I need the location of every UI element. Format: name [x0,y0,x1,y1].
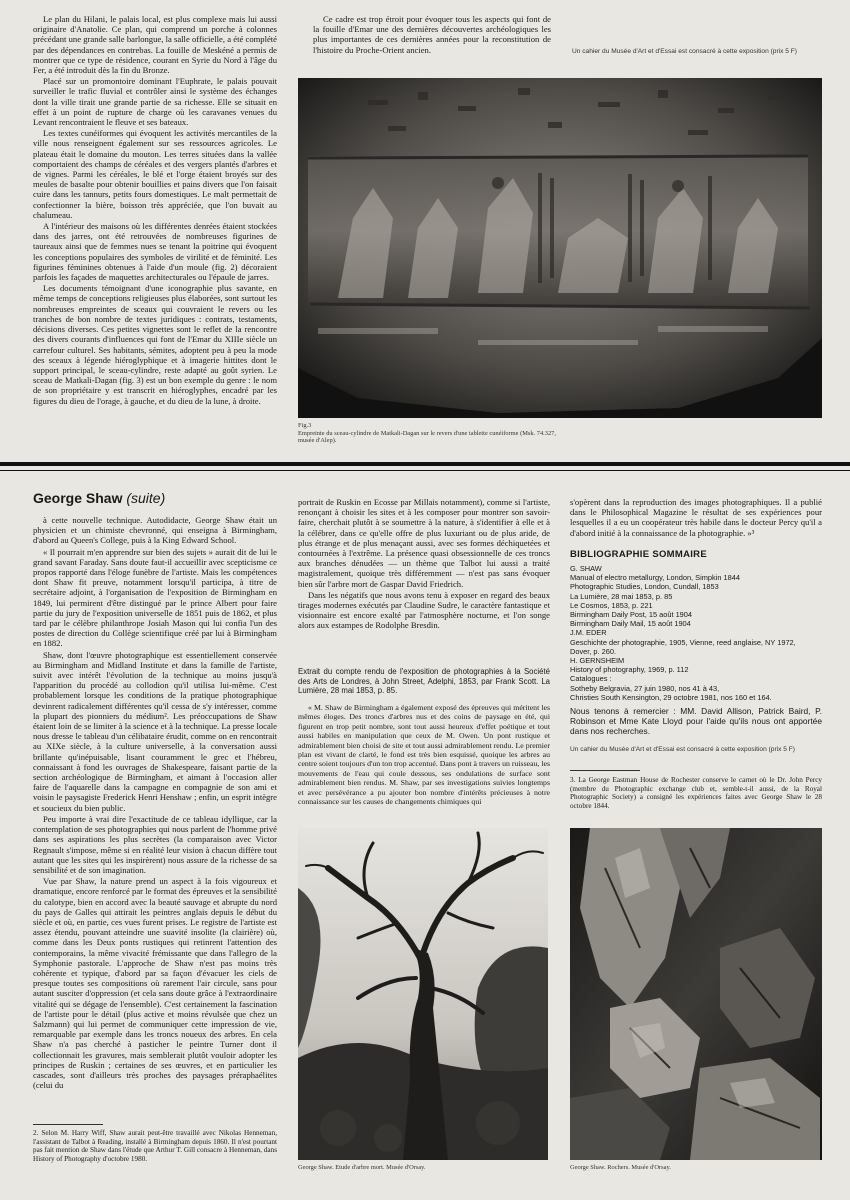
rocks-photo [570,828,822,1160]
bib-entry: Birmingham Daily Mail, 15 août 1904 [570,619,691,629]
top-article-column-1 [33,14,277,446]
bib-entry: J.M. EDER [570,628,607,638]
acknowledgements: Nous tenons à remercier : MM. David Allison, Patrick Baird, P. Robinson et Mme Kate Lloyd pour l'aide qu'ils nous ont apportée dans nos recherches. [570,706,822,736]
footnote-2 [33,1129,277,1174]
bib-entry: Sotheby Belgravia, 27 juin 1980, nos 41 à 43, [570,683,720,693]
article-heading [33,490,293,506]
bib-entry: La Lumière, 28 mai 1853, p. 85 [570,591,673,601]
dead-tree-image [298,828,548,1160]
footnote-rule [570,770,640,771]
bib-entry: Christies South Kensington, 29 octobre 1981, nos 160 et 164. [570,692,772,702]
photo1-caption: George Shaw. Etude d'arbre mort. Musée d'Orsay. [298,1164,426,1171]
bib-entry: Catalogues : [570,674,612,684]
paragraph: Placé sur un promontoire dominant l'Euphrate, le palais pouvait surveiller le trafic fluvial et contrôler ainsi le système des échanges dont la ville tirait une grande partie de sa richesse. Elle se situait en effet à un point de rupture de charge où les caravanes venues du Levant rencontraient le fleuve et ses bateaux. [33,76,277,128]
paragraph: Vue par Shaw, la nature prend un aspect à la fois vigoureux et dramatique, encore renforcé par le format des épreuves et la sensibilité du calotype, bien en accord avec la beauté sauvage et abrupte du nord du pays de Galles qui attirait les peintres anglais depuis le début du siècle et où, en partie, ces vues furent prises. Le registre de l'artiste est assez étendu, pouvant atteindre une suavité insolite (la clairière) où, comme dans les Deux ponts rustiques qui retinrent l'attention des contemporains, la même vivacité frémissante que dans l'allegro de la Symphonie pastorale. L'approche de Shaw n'est pas moins très cohérente et typique, d'abord par sa façon d'évacuer les ciels de presque toutes ses compositions où rarement l'air circule, sans pour autant susciter d'oppression (et cela sans doute grâce à l'extraordinaire vitalité qui se dégage de l'ensemble). C'est certainement la fascination de l'artiste pour le détail (plus active et moins révulsée que chez un Salzmann) qui lui permet de communiquer cette impression de vie, remarquable par exemple dans les troncs noueux des arbres. En cela Shaw n'a pas cherché à pasticher le peintre Turner dont il collectionnait les gravures, mais semblerait plutôt vouloir adopter les principes de Ruskin ; certaines de ses œuvres, et en particulier les cascades, sont d'ailleurs très proches des paysages préraphaélites (celui du [33,876,277,1091]
paragraph: s'opèrent dans la reproduction des images photographiques. Il a publié dans le Philosophical Magazine le résultat de ses expériences pour lesquelles il a eu un coopérateur très habile dans le docteur Percy qu'il a d'abord initié à la connaissance de la photographie. »³ [570,497,822,538]
bib-entry: Dover, p. 260. [570,646,617,656]
section-divider [0,462,850,466]
paragraph: à cette nouvelle technique. Autodidacte, George Shaw était un physicien et un chimiste chevronné, qui enseigna à Birmingham, d'abord au Queen's College, puis à la King Edward School. [33,515,277,546]
bib-entry: History of photography, 1969, p. 112 [570,665,689,675]
article-title-suffix: (suite) [126,490,166,506]
bottom-column-2 [298,497,550,660]
bib-entry: Birmingham Daily Post, 15 août 1904 [570,610,693,620]
bottom-column-3-top [570,497,822,541]
paragraph: Dans les négatifs que nous avons tenu à exposer en regard des beaux tirages modernes exécutés par Claudine Sudre, le caractère fantastique et visionnaire est encore exalté par l'atmosphère nocturne, et l'on songe alors aux estampes de Rodolphe Bresdin. [298,589,550,631]
extract-body [298,703,550,815]
paragraph: « Il pourrait m'en apprendre sur bien des sujets » aurait dit de lui le grand savant Faraday. Sans doute faut-il accueillir avec scepticisme ce propos rapporté dans l'éloge funèbre de l'artiste. Mais les compétences dont Shaw fit preuve, notamment lorsqu'il participa, à titre de secrétaire adjoint, à l'organisation de l'exposition de Birmingham en 1849, lui permirent d'être distingué par le prince Albert pour faire partie du jury de l'exposition universelle de 1851 puis de 1862, et plus tard par le célèbre philanthrope Josiah Mason qui lui confia l'un des postes de direction du Collège scientifique créé par lui à Birmingham en 1882. [33,546,277,649]
top-article-column-2 [313,14,551,64]
footnote-text: 3. La George Eastman House de Rochester conserve le carnet où le Dr. John Percy (membre du Photographic exchange club et, semble-t-il aussi, de la Royal Photographic Society) a consigné les expériences faites avec George Shaw le 28 octobre 1844. [570,776,822,810]
fig3-caption: Fig.3 Empreinte du sceau-cylindre de Matkali-Dagan sur le revers d'une tablette cunéiforme (Msk. 74.327, musée d'Alep). [298,422,556,445]
dead-tree-photo [298,828,548,1160]
top-cahier-note: Un cahier du Musée d'Art et d'Essai est consacré à cette exposition (prix 5 F) [572,48,797,55]
footnote-rule [33,1124,103,1125]
bibliography [570,549,822,702]
paragraph: Le plan du Hilani, le palais local, est plus complexe mais lui aussi originaire d'Anatolie. Ce plan, qui comprend un porche à colonnes précédant une grande salle barlongue, la salle officielle, a été complété par des dépendances en contrebas. La fouille de Meskéné a permis de montrer que ce type de résidence, courant en Syrie du Nord à l'âge du Fer, a été introduit dès la fin du Bronze. [33,14,277,76]
bib-entry: H. GERNSHEIM [570,656,625,666]
paragraph: A l'intérieur des maisons où les différentes denrées étaient stockées dans des jarres, ont été retrouvées de nombreuses figurines de taureaux ainsi que de femmes nues se tenant la poitrine qui évoquent les conceptions populaires des symboles de virilité et de féminité. Les figurines féminines obtenues à l'aide d'un moule (fig. 2) décoraient parfois les façades de maquettes architecturales ou l'épaule de jarres. [33,221,277,283]
article-title: George Shaw [33,490,123,506]
rocks-image [570,828,822,1160]
paragraph: Peu importe à vrai dire l'exactitude de ce tableau idyllique, car la contemplation de ses photographies qui nous parlent de l'homme privé dans ses aspirations les plus secrètes (la comparaison avec Victor Regnault s'impose, même si en réalité leur vision à chacun diffère tout autant que les sites qui les inspirèrent) nous assure de la richesse de sa sensibilité et de son imagination. [33,813,277,875]
bib-entry: Manual of electro metallurgy, London, Simpkin 1844 [570,573,740,583]
bib-entry: Geschichte der photographie, 1905, Vienne, reed anglaise, NY 1972, [570,637,796,647]
seal-impression-image [298,78,822,418]
bottom-column-1 [33,515,277,1115]
seal-impression-photo [298,78,822,418]
paragraph: Shaw, dont l'œuvre photographique est essentiellement conservée au Birmingham and Midland Institute et dans la famille de l'artiste, suivit avec intérêt l'évolution de la technique au moins jusqu'à l'apparition du procédé au collodion qu'il utilisa lui-même. C'est probablement lorsque les conditions de la pratique photographique devinrent radicalement différentes qu'il cessa de s'y intéresser, comme la plupart des pionniers du médium². Les préoccupations de Shaw étaient loin de se limiter à la science et à la technique. La presse locale nous dresse le tableau d'un célibataire érudit, comme on en rencontrait au XIXe siècle, à la culture universelle, à la conversation aussi brillante qu'inépuisable, lisant couramment le grec et l'hébreu, connaissant à fond les ouvrages de Shakespeare, faisant partie de la section archéologique de Birmingham, et aimant à l'occasion aller faire de l'aquarelle dans la campagne en compagnie de son ami et voisin le paysagiste Frederick Henri Henshaw ; enfin, un esprit intègre et soucieux du bien public. [33,649,277,813]
paragraph: portrait de Ruskin en Ecosse par Millais notamment), comme si l'artiste, renonçant à choisir les sites et à les composer pour montrer son savoir-faire, cherchait plutôt à se soumettre à la nature, à s'identifier à elle et à la célébrer, dans ce qu'elle offre de plus luxuriant ou de plus aride, de plus étrange et de plus menaçant aussi, avec ses formes déchiquetées et contournées à l'extrême. La présence quasi obsessionnelle de ces troncs aux branches dénudées — un thème que Talbot lui aussi a traité magistralement, quoique très différemment — n'est pas sans évoquer bien sûr l'arbre mort de Gaspar David Friedrich. [298,497,550,589]
paragraph: Les textes cunéiformes qui évoquent les activités mercantiles de la ville nous renseignent également sur ses ressources agricoles. Le plateau était le domaine du mouton. Les terres situées dans la vallée comportaient des champs de céréales et des vergers plantés d'arbres et de vignes. Parmi les céréales, le blé et l'orge étaient broyés sur des meules de basalte pour obtenir bouillies et pains divers que l'on faisait cuire dans les tannurs, petits fours domestiques. Le malt permettait de confectionner la bière, boisson très appréciée, que l'on buvait au chalumeau. [33,128,277,220]
extract-quote: « M. Shaw de Birmingham a également exposé des épreuves qui méritent les mêmes éloges. Des troncs d'arbres nus et des coins de paysage en été, qui figurent en trop petit nombre, sont tout aussi heureux d'effet poétique et tout aussi habiles en manipulation que ceux de M. Owen. Un pont rustique et admirablement bien choisi de site et tout aussi admirablement rendu. Le premier plan est vivant de clarté, le fond est très bien esquissé, quoique les arbres au centre soient toujours d'un ton trop accentué. Dans pont à travers un ruisseau, les mouvements de l'eau qui coule dessous, ses ondulations de surface sont admirablement bien rendus. M. Shaw, par ses investigations suivies longtemps et avec persévérance a pu ajouter bon nombre d'intérêts précieuses à notre connaissance sur les causes de changements chimiques qui [298,703,550,807]
photo2-caption: George Shaw. Rochers. Musée d'Orsay. [570,1164,671,1171]
bib-entry: Photographic Studies, London, Cundall, 1853 [570,582,719,592]
bib-entry: G. SHAW [570,564,602,573]
bibliography-list [570,564,822,702]
bottom-cahier-note: Un cahier du Musée d'Art et d'Essai est consacré à cette exposition (prix 5 F) [570,746,795,753]
extract-title: Extrait du compte rendu de l'exposition de photographies à la Société des Arts de Londres, à John Street, Adelphi, 1853, par Frank Scott. La Lumière, 28 mai 1853, p. 85. [298,667,550,696]
paragraph: Les documents témoignant d'une iconographie plus savante, en même temps de conceptions religieuses plus élaborées, sont surtout les nombreuses empreintes de sceaux qui couvraient le revers ou les tranches de bon nombre de textes juridiques : contrats, testaments, décisions diverses. Ces petites vignettes sont le reflet de la rencontre des divers courants d'influences qui font de l'Emar du XIIIe siècle un carrefour culturel. Ses habitants, sémites, adoptent peu à peu la mode des sceaux à légende hiéroglyphique et à imagerie hittites dont le support principal, le sceau-cylindre, reste adapté au goût syrien. Le sceau de Matkali-Dagan (fig. 3) est un bon exemple du genre : le nom de son propriétaire y est transcrit en hiéroglyphes, encadré par les figures du dieu de l'orage, à gauche, et du dieu de la lune, à droite. [33,283,277,406]
bib-entry: Le Cosmos, 1853, p. 221 [570,600,653,610]
footnote-3 [570,776,822,816]
section-divider-thin [0,470,850,471]
bibliography-title: BIBLIOGRAPHIE SOMMAIRE [570,549,707,560]
paragraph: Ce cadre est trop étroit pour évoquer tous les aspects qui font de la fouille d'Emar une des dernières découvertes archéologiques les plus importantes de ces dernières années pour la reconstitution de l'histoire du Proche-Orient ancien. [313,14,551,55]
footnote-text: 2. Selon M. Harry Wiff, Shaw aurait peut-être travaillé avec Nikolas Henneman, l'assistant de Talbot à Reading, installé à Birmingham depuis 1860. Il n'est pourtant pas fait mention de Shaw dans l'étude que Arthur T. Gill consacre à Henneman, dans History of Photography d'octobre 1980. [33,1129,277,1163]
